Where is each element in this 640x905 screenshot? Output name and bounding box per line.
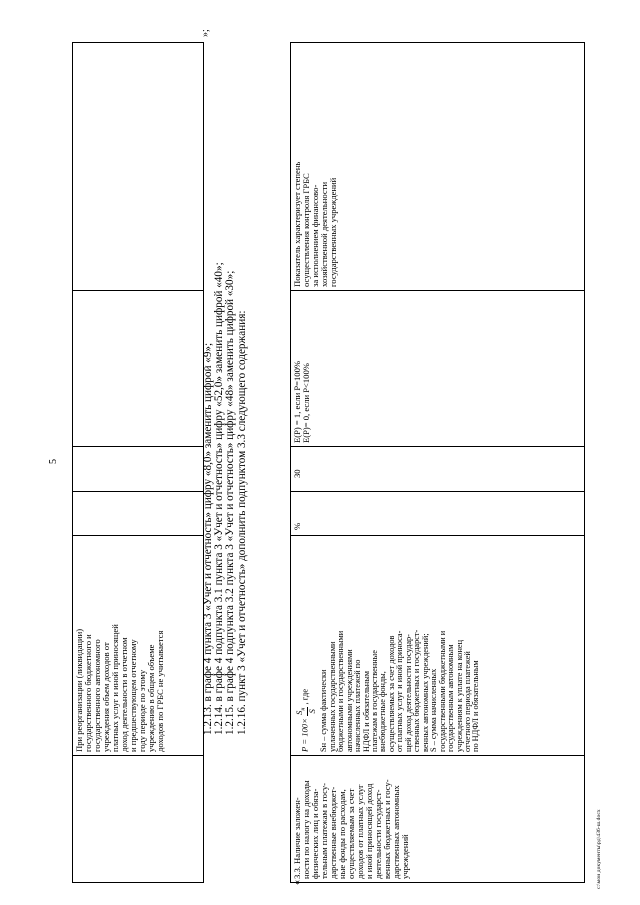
amendment-line: 1.2.15. в графе 4 подпункта 3.2 пункта 3 «Учет и отчетность» цифру «48» заменить цифрой «30»; [224, 270, 237, 735]
cell-evaluation [291, 291, 585, 447]
amendment-line: 1.2.13. в графе 4 пункта 3 «Учет и отчетность» цифру «8,0» заменить цифрой «9»; [202, 342, 214, 735]
cell-formula [291, 536, 585, 756]
opening-quote: « [292, 880, 303, 885]
indicator-text: 3.3. Наличие заложен- ности по налогу на доходы физических лиц и обяза- тельным платежам в госу- дарственные внебюджет- ные фонды по расходам, осуществляемым за счет доходов от платных услуг и иной приносящей доход деятельности государст- венных бюджетных и госу- дарственных автономных учреждений [292, 779, 411, 879]
cell-indicator [73, 756, 204, 883]
amendment-line: 1.2.14. в графе 4 подпункта 3.1 пункта 3 «Учет и отчетность» цифру «52,0» заменить цифрой «40»; [213, 262, 226, 735]
amendment-line: 1.2.16. пункт 3 «Учет и отчетность» дополнить подпунктом 3.3 следующего содержания: [235, 310, 248, 735]
weight-value: 30 [292, 469, 302, 478]
cell-weight [291, 447, 585, 492]
cell-comment [291, 43, 585, 291]
closing-quote: »; [200, 29, 211, 37]
unit-value: % [292, 522, 302, 530]
evaluation-rules: E(P) = 1, если P=100% E(P)= 0, если P<100% [292, 360, 312, 443]
table-previous-row [72, 42, 204, 883]
formula: P = 100× $S_н$ S , где [294, 688, 317, 752]
cell-weight [73, 447, 204, 492]
formula-fraction: $S_н$ S [294, 707, 317, 715]
reorganization-note: При реорганизации (ликвидации) государственного бюджетного и государственного автономного учреждения объем доходов от платных услуг и иной приносящей доход деятельности в отчетном и предшествующем отчетному году периоде по этому учреждению в общем объеме доходов по ГРБС не учитывается [74, 624, 166, 752]
table-row [291, 43, 585, 883]
amendments-block [203, 35, 248, 735]
table-subpoint-3-3 [290, 42, 585, 883]
cell-unit [291, 492, 585, 536]
cell-formula [73, 536, 204, 756]
cell-unit [73, 492, 204, 536]
page-number: 5 [48, 459, 59, 464]
formula-definitions: Sн – сумма фактически уплаченных государственными бюджетными и государственными автономными учреждениями начисленных платежей по НДФЛ и обязательным платежам в государственные внебюджетные фонды, осуществляемых за счет доходов от платных услуг и иной приноса- щей доход деятельности государ- ственных бюджетных и государст- венных автономных учреждений; S – сумма начисленных государственными бюджетными и государственным автономным учреждениям к уплате на конец отчетного периода платежей по НДФЛ и обязательным [319, 629, 481, 752]
comment-text: Показатель характеризует степень осуществления контроля ГРБС за исполнением финансово- хозяйственной деятельности государственных учреждений [292, 161, 339, 287]
cell-evaluation [73, 291, 204, 447]
footer-file-path: c:\мои документы\рд\436-ш.docx [596, 809, 602, 889]
cell-indicator [291, 756, 585, 883]
table-row [73, 43, 204, 883]
cell-comment [73, 43, 204, 291]
